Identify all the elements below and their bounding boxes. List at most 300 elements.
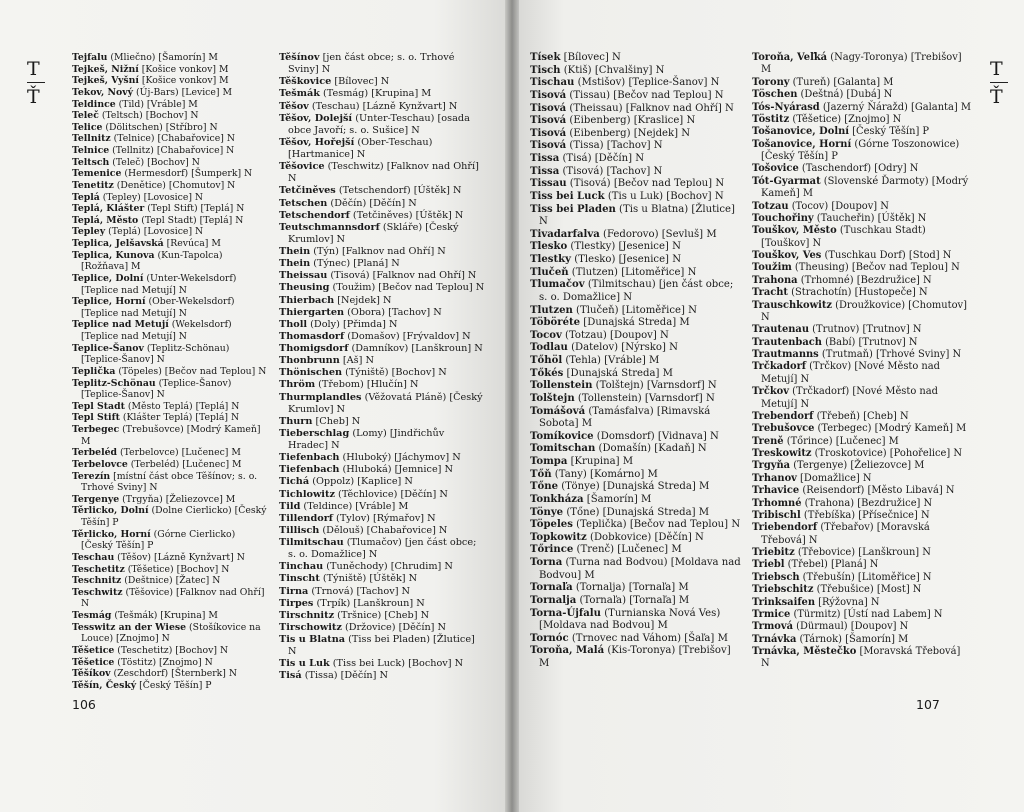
entry-detail: (Těšetice) [Znojmo] N — [789, 113, 902, 125]
entry-detail: [Revúca] M — [163, 238, 221, 249]
entry-detail: (Theissau) [Falknov nad Ohří] N — [566, 102, 734, 114]
index-entry — [752, 510, 972, 522]
entry-headword: Torna — [530, 557, 563, 568]
entry-detail: (Trenč) [Lučenec] M — [573, 544, 682, 556]
entry-headword: Teschnitz — [72, 575, 122, 587]
entry-detail: (Tiss bei Luck) [Bochov] N — [329, 658, 464, 670]
entry-headword: Touškov, Ves — [752, 250, 822, 261]
entry-detail: (Turnianska Nová Ves) [Moldava nad Bodvou] M — [539, 607, 721, 632]
index-entry — [530, 557, 742, 582]
entry-detail: (Těchlovice) [Děčín] N — [334, 488, 448, 500]
entry-detail: (Domsdorf) [Vidnava] N — [593, 430, 719, 442]
entry-headword: Tholl — [279, 318, 308, 330]
index-entry — [72, 99, 268, 111]
index-entry — [752, 250, 972, 262]
entry-headword: Teplice-Šanov — [72, 342, 144, 354]
entry-detail: (Teplička) [Bečov nad Teplou] N — [572, 519, 741, 531]
entry-detail: (Deštná) [Dubá] N — [797, 89, 893, 101]
index-entry — [530, 178, 742, 191]
entry-detail: (Tis u Blatna) [Žlutice] N — [539, 203, 735, 228]
entry-headword: Tolštejn — [530, 392, 575, 404]
entry-detail: (Új-Bars) [Levice] M — [133, 86, 232, 98]
index-entry — [530, 443, 742, 456]
thumb-index-left — [27, 58, 45, 108]
entry-headword: Töböréte — [530, 317, 581, 329]
index-entry — [530, 77, 742, 90]
entry-headword: Töstitz — [752, 113, 790, 125]
thumb-index-letter: T — [27, 58, 40, 80]
entry-detail: (Mstišov) [Teplice-Šanov] N — [574, 77, 720, 89]
index-entry — [530, 229, 742, 242]
entry-detail: (Denětice) [Chomutov] N — [113, 179, 236, 191]
thumb-index-rule — [27, 82, 45, 83]
entry-headword: Theissau — [279, 270, 328, 282]
entry-headword: Těšínov — [279, 52, 320, 63]
index-entry — [752, 349, 972, 361]
thumb-index-letter-caron: Ť — [27, 86, 40, 108]
entry-detail: (Babí) [Trutnov] N — [821, 336, 918, 348]
entry-detail: (Tis u Luk) [Bochov] N — [604, 190, 724, 202]
entry-headword: Töpeles — [530, 519, 573, 531]
entry-detail: [Cheb] N — [312, 415, 361, 427]
index-entry — [72, 64, 268, 76]
index-entry — [530, 279, 742, 304]
right-column-2 — [752, 52, 972, 671]
entry-headword: Tischau — [530, 77, 575, 89]
index-entry — [72, 471, 268, 494]
entry-detail: [Dunajská Streda] M — [580, 317, 690, 329]
entry-detail: (Telnice) [Chabařovice] N — [110, 133, 235, 145]
entry-detail: (Töpeles) [Bečov nad Teplou] N — [115, 365, 267, 377]
entry-detail: (Stošíkovice na Louce) [Znojmo] N — [81, 621, 261, 645]
entry-detail: (Datelov) [Nýrsko] N — [567, 342, 678, 354]
index-entry — [72, 424, 268, 447]
entry-detail: (Trahona) [Bezdružice] N — [801, 497, 933, 509]
index-entry — [752, 102, 972, 114]
index-entry — [752, 176, 972, 201]
entry-detail: (Týniště) [Úštěk] N — [319, 573, 418, 585]
index-entry — [752, 139, 972, 164]
entry-detail: [Dunajská Streda] M — [563, 367, 673, 379]
index-entry — [530, 393, 742, 406]
entry-detail: (Tisová) [Tachov] N — [559, 165, 663, 177]
entry-detail: (Tlučeň) [Litoměřice] N — [572, 304, 697, 316]
entry-headword: Teplice nad Metují — [72, 319, 169, 331]
index-entry — [530, 595, 742, 608]
page-number: 106 — [72, 697, 96, 712]
entry-detail: (Damníkov) [Lanškroun] N — [348, 343, 483, 354]
entry-detail: (Teschetitz) [Bochov] N — [114, 644, 229, 656]
entry-detail: (Tepl Stift) [Teplá] N — [144, 203, 245, 215]
entry-headword: Trautenbach — [752, 336, 822, 348]
entry-detail: (Tollenstein) [Varnsdorf] N — [574, 392, 715, 404]
index-entry — [752, 287, 972, 299]
entry-detail: (Trhomné) [Bezdružice] N — [797, 274, 932, 286]
entry-headword: Tisová — [530, 140, 567, 152]
entry-headword: Töschen — [752, 89, 798, 101]
right-column-1 — [530, 52, 742, 671]
entry-headword: Tejkeš, Vyšní — [72, 75, 139, 87]
index-entry — [279, 525, 485, 537]
index-entry — [72, 587, 268, 610]
entry-detail: (Zeschdorf) [Šternberk] N — [110, 668, 238, 680]
entry-detail: (Tuschkau Stadt) [Touškov] N — [761, 225, 926, 249]
entry-headword: Toroňa, Veľká — [752, 52, 828, 63]
entry-detail: (Týniště) [Bochov] N — [342, 367, 447, 379]
index-entry — [530, 645, 742, 670]
entry-detail: (Trčkadorf) [Nové Město nad Metují] N — [761, 386, 938, 410]
index-entry — [72, 319, 268, 342]
index-entry — [279, 537, 485, 561]
entry-detail: (Třebom) [Hlučín] N — [315, 379, 419, 391]
entry-headword: Tepl Stadt — [72, 400, 125, 412]
entry-detail: (Tetschendorf) [Úštěk] N — [335, 185, 462, 197]
entry-headword: Tieberschlag — [279, 427, 350, 439]
entry-headword: Tocov — [530, 329, 562, 341]
index-entry — [279, 161, 485, 185]
entry-detail: (Oppolz) [Kaplice] N — [309, 476, 413, 488]
entry-headword: Tőrince — [530, 544, 574, 556]
entry-detail: (Věžovatá Pláně) [Český Krumlov] N — [288, 391, 483, 415]
entry-detail: (Taschendorf) [Odry] N — [798, 163, 919, 175]
entry-detail: (Teltsch) [Bochov] N — [98, 110, 199, 122]
entry-headword: Tornaľa — [530, 582, 573, 594]
entry-detail: (Tisová) [Falknov nad Ohří] N — [327, 270, 477, 282]
entry-headword: Thurn — [279, 415, 313, 427]
index-entry — [752, 324, 972, 336]
entry-headword: Tergenye — [72, 493, 120, 505]
entry-detail: (Kun-Tapolca) [Rožňava] M — [81, 249, 223, 273]
entry-headword: Temenice — [72, 168, 122, 180]
index-entry — [72, 157, 268, 169]
entry-detail: (Tamásfalva) [Rimavská Sobota] M — [539, 405, 711, 430]
entry-detail: (Třebel) [Planá] N — [784, 559, 879, 571]
index-entry — [72, 343, 268, 366]
entry-detail: (Trutnov) [Trutnov] N — [809, 324, 922, 336]
entry-detail: (Kis-Toronya) [Trebišov] M — [539, 645, 731, 669]
entry-detail: (Klášter Teplá) [Teplá] N — [119, 412, 240, 424]
entry-detail: [Šamorín] M — [583, 493, 652, 505]
index-entry — [530, 317, 742, 330]
entry-headword: Tošovice — [752, 163, 799, 175]
index-entry — [752, 126, 972, 138]
entry-detail: (Tesmág) [Krupina] M — [319, 88, 432, 100]
index-entry — [72, 215, 268, 227]
index-entry — [530, 191, 742, 204]
entry-headword: Tis u Blatna — [279, 634, 346, 645]
entry-headword: Thiergarten — [279, 306, 345, 318]
entry-detail: (Teplitz-Schönau) [Teplice-Šanov] N — [81, 342, 230, 366]
entry-detail: (Těšov) [Lázně Kynžvart] N — [114, 551, 245, 563]
entry-headword: Teplá — [72, 191, 100, 203]
entry-headword: Těrlicko, Dolní — [72, 505, 149, 517]
entry-detail: (Tissa) [Děčín] N — [301, 670, 388, 682]
index-entry — [72, 552, 268, 564]
entry-detail: (Obora) [Tachov] N — [344, 306, 442, 318]
entry-detail: (Töstitz) [Znojmo] N — [114, 656, 213, 668]
index-entry — [752, 275, 972, 287]
index-entry — [752, 460, 972, 472]
entry-headword: Teplička — [72, 365, 116, 377]
entry-headword: Těšovice — [279, 161, 325, 173]
entry-detail: (Trgyňa) [Želiezovce] M — [119, 493, 236, 505]
left-page — [0, 0, 511, 812]
entry-detail: [Bílovec] N — [331, 76, 390, 88]
entry-detail: (Tiss bei Pladen) [Žlutice] N — [288, 634, 475, 658]
index-entry — [530, 532, 742, 545]
entry-headword: Telnice — [72, 145, 110, 156]
index-entry — [530, 481, 742, 494]
index-entry — [279, 658, 485, 670]
entry-headword: Toroňa, Malá — [530, 645, 605, 657]
entry-headword: Tőkés — [530, 367, 564, 379]
index-entry — [530, 456, 742, 469]
index-entry — [752, 411, 972, 423]
entry-headword: Tisová — [530, 127, 567, 139]
entry-headword: Teplica, Jelšavská — [72, 238, 164, 249]
index-entry — [530, 469, 742, 482]
entry-detail: (Trnová) [Tachov] N — [308, 585, 411, 597]
entry-headword: Tild — [279, 500, 301, 512]
entry-headword: Tissa — [530, 153, 560, 164]
entry-detail: (Tany) [Komárno] M — [551, 468, 658, 480]
index-entry — [279, 319, 485, 331]
index-entry — [752, 621, 972, 633]
entry-headword: Teschetitz — [72, 563, 125, 575]
entry-headword: Terbelovce — [72, 458, 128, 470]
entry-detail: [Bílovec] N — [560, 52, 621, 63]
index-entry — [752, 52, 972, 77]
entry-detail: (Dolne Cierlicko) [Český Těšín] P — [81, 505, 267, 528]
index-entry — [530, 103, 742, 116]
index-entry — [752, 485, 972, 497]
entry-detail: (Ober-Teschau) [Hartmanice] N — [288, 136, 433, 160]
entry-detail: (Turna nad Bodvou) [Moldava nad Bodvou] M — [539, 557, 741, 581]
index-entry — [72, 52, 268, 64]
entry-detail: (Dürmaul) [Doupov] N — [793, 621, 909, 633]
index-entry — [72, 412, 268, 424]
index-entry — [279, 622, 485, 634]
index-entry — [279, 598, 485, 610]
entry-detail: (Týnec) [Planá] N — [310, 258, 400, 270]
entry-headword: Tőne — [530, 481, 559, 493]
index-entry — [279, 113, 485, 137]
entry-headword: Tonkháza — [530, 493, 584, 505]
entry-detail: (Tőne) [Dunajská Streda] M — [563, 506, 710, 518]
entry-headword: Teplica, Kunova — [72, 249, 155, 261]
index-entry — [530, 65, 742, 78]
index-entry — [752, 646, 972, 671]
entry-headword: Thein — [279, 258, 311, 270]
entry-detail: (Teleč) [Bochov] N — [109, 156, 200, 168]
entry-headword: Teplice, Dolní — [72, 272, 144, 284]
index-entry — [752, 584, 972, 596]
entry-headword: Tepl Stift — [72, 412, 120, 424]
entry-detail: (Fedorovo) [Sevluš] M — [599, 228, 717, 240]
entry-detail: (Wekelsdorf) [Teplice nad Metují] N — [81, 319, 232, 342]
index-entry — [72, 145, 268, 157]
entry-detail: (Třebovice) [Lanškroun] N — [794, 547, 931, 558]
entry-detail: (Trčkov) [Nové Město nad Metují] N — [761, 361, 941, 385]
index-entry — [279, 392, 485, 416]
index-entry — [279, 561, 485, 573]
entry-headword: Triebendorf — [752, 522, 818, 534]
index-entry — [72, 505, 268, 528]
index-entry — [530, 494, 742, 507]
index-entry — [279, 185, 485, 197]
index-entry — [530, 90, 742, 103]
entry-detail: (Tönye) [Dunajská Streda] M — [558, 481, 710, 493]
index-entry — [530, 507, 742, 520]
entry-detail: [Krupina] M — [567, 456, 634, 467]
entry-detail: (Teplá) [Lovosice] N — [105, 226, 204, 238]
entry-headword: Tísek — [530, 52, 561, 63]
entry-headword: Tós-Nyárasd — [752, 101, 820, 113]
entry-detail: (Tlestky) [Jesenice] N — [567, 241, 681, 253]
index-entry — [279, 634, 485, 658]
entry-detail: (Theusing) [Bečov nad Teplou] N — [791, 262, 960, 274]
entry-detail: (Tilmitschau) [jen část obce; s. o. Domažlice] N — [539, 279, 734, 303]
entry-detail: (Ober-Wekelsdorf) [Teplice nad Metují] N — [81, 296, 235, 319]
index-entry — [752, 448, 972, 460]
entry-detail: (Teplice-Šanov) [Teplice-Šanov] N — [81, 377, 232, 401]
entry-headword: Tomášová — [530, 405, 586, 417]
index-entry — [752, 559, 972, 571]
entry-headword: Trauschkowitz — [752, 299, 833, 311]
index-entry — [530, 633, 742, 646]
index-entry — [752, 213, 972, 225]
entry-detail: (Teschwitz) [Falknov nad Ohří] N — [288, 161, 479, 185]
entry-headword: Tlučeň — [530, 266, 569, 278]
index-entry — [530, 544, 742, 557]
entry-detail: (Dobkovice) [Děčín] N — [586, 531, 704, 543]
index-entry — [72, 203, 268, 215]
index-entry — [72, 680, 268, 692]
entry-headword: Tošanovice, Horní — [752, 138, 852, 150]
entry-detail: (Tergenye) [Želiezovce] M — [790, 460, 925, 472]
index-entry — [72, 75, 268, 87]
entry-headword: Thröm — [279, 379, 316, 391]
entry-headword: Thurmplandles — [279, 391, 362, 403]
index-entry — [752, 77, 972, 89]
entry-headword: Tlumačov — [530, 279, 585, 291]
index-entry — [279, 464, 485, 476]
index-entry — [279, 379, 485, 391]
entry-headword: Tiefenbach — [279, 452, 340, 464]
entry-headword: Tekov, Nový — [72, 86, 134, 98]
index-entry — [279, 198, 485, 210]
entry-detail: (Domašov) [Frývaldov] N — [344, 330, 471, 342]
entry-headword: Treně — [752, 435, 784, 447]
index-entry — [530, 52, 742, 65]
entry-detail: (Türmitz) [Ústí nad Labem] N — [790, 608, 943, 620]
entry-headword: Telice — [72, 121, 103, 133]
entry-detail: [jen část obce; s. o. Trhové Sviny] N — [288, 52, 455, 76]
entry-headword: Tlesko — [530, 241, 568, 253]
index-entry — [279, 210, 485, 222]
entry-detail: (Těšovice) [Falknov nad Ohří] N — [81, 586, 265, 610]
entry-detail: (Tisá) [Děčín] N — [559, 153, 645, 164]
entry-detail: (Domašín) [Kadaň] N — [595, 443, 707, 455]
index-entry — [72, 238, 268, 250]
index-entry — [279, 452, 485, 464]
entry-headword: Tiss bei Luck — [530, 190, 605, 202]
entry-headword: Trmice — [752, 608, 791, 620]
index-entry — [279, 282, 485, 294]
entry-headword: Trhanov — [752, 472, 797, 484]
entry-detail: (Trnovec nad Váhom) [Šaľa] M — [568, 632, 728, 644]
entry-detail: (Tornaľa) [Tornaľa] M — [576, 594, 690, 606]
entry-detail: (Tolštejn) [Varnsdorf] N — [592, 380, 717, 392]
index-entry — [530, 330, 742, 343]
entry-detail: (Tuněchody) [Chrudim] N — [323, 561, 453, 573]
entry-headword: Thonbrunn — [279, 355, 340, 367]
entry-headword: Těšov, Dolejší — [279, 112, 353, 124]
entry-headword: Trautmanns — [752, 349, 819, 360]
entry-headword: Tőhöl — [530, 355, 563, 366]
entry-headword: Těšíkov — [72, 668, 111, 680]
index-entry — [72, 192, 268, 204]
index-entry — [72, 122, 268, 134]
entry-headword: Thein — [279, 246, 311, 257]
entry-detail: [místní část obce Těšínov; s. o. Trhové Sviny] N — [81, 470, 258, 494]
entry-headword: Tesmág — [72, 610, 112, 621]
index-entry — [72, 273, 268, 296]
entry-detail: [Domažlice] N — [796, 472, 872, 484]
entry-headword: Tilmitschau — [279, 537, 344, 548]
entry-headword: Trčkadorf — [752, 361, 807, 373]
thumb-index-letter: T — [990, 58, 1003, 80]
entry-detail: (Tlumačov) [jen část obce; s. o. Domažlice] N — [288, 537, 477, 561]
index-entry — [279, 355, 485, 367]
entry-headword: Triebsch — [752, 571, 800, 583]
entry-headword: Triebl — [752, 559, 785, 571]
index-entry — [752, 473, 972, 485]
entry-headword: Topkowitz — [530, 531, 587, 543]
index-entry — [530, 608, 742, 633]
entry-headword: Tornóc — [530, 632, 569, 644]
entry-headword: Tlestky — [530, 254, 571, 265]
book-gutter — [505, 0, 519, 812]
entry-headword: Trebendorf — [752, 410, 814, 422]
entry-detail: (Trebušovce) [Modrý Kameň] M — [81, 424, 261, 447]
entry-headword: Tissau — [530, 178, 567, 190]
index-entry — [530, 368, 742, 381]
entry-detail: (Terbegec) [Modrý Kameň] M — [814, 423, 967, 435]
index-entry — [72, 180, 268, 192]
entry-detail: (Třebařov) [Moravská Třebová] N — [761, 522, 930, 546]
entry-headword: Tisá — [279, 670, 302, 682]
entry-detail: [Český Těšín] P — [849, 126, 930, 138]
entry-detail: (Těšetice) [Bochov] N — [124, 563, 230, 575]
entry-headword: Tisová — [530, 102, 567, 114]
index-entry — [279, 367, 485, 379]
index-entry — [72, 459, 268, 471]
entry-headword: Těšov, Hořejší — [279, 136, 355, 148]
index-entry — [530, 140, 742, 153]
index-entry — [752, 498, 972, 510]
thumb-index-letter-caron: Ť — [990, 86, 1003, 108]
entry-detail: (Tild) [Vráble] M — [115, 98, 198, 110]
entry-detail: (Nagy-Toronya) [Trebišov] M — [761, 52, 962, 76]
entry-headword: Tinscht — [279, 573, 320, 585]
entry-headword: Thomasdorf — [279, 330, 345, 342]
entry-detail: (Týn) [Falknov nad Ohří] N — [310, 246, 446, 257]
index-entry — [279, 307, 485, 319]
entry-detail: (Tlesko) [Jesenice] N — [570, 254, 682, 265]
entry-detail: (Tylov) [Rýmařov] N — [332, 512, 436, 524]
index-entry — [72, 575, 268, 587]
